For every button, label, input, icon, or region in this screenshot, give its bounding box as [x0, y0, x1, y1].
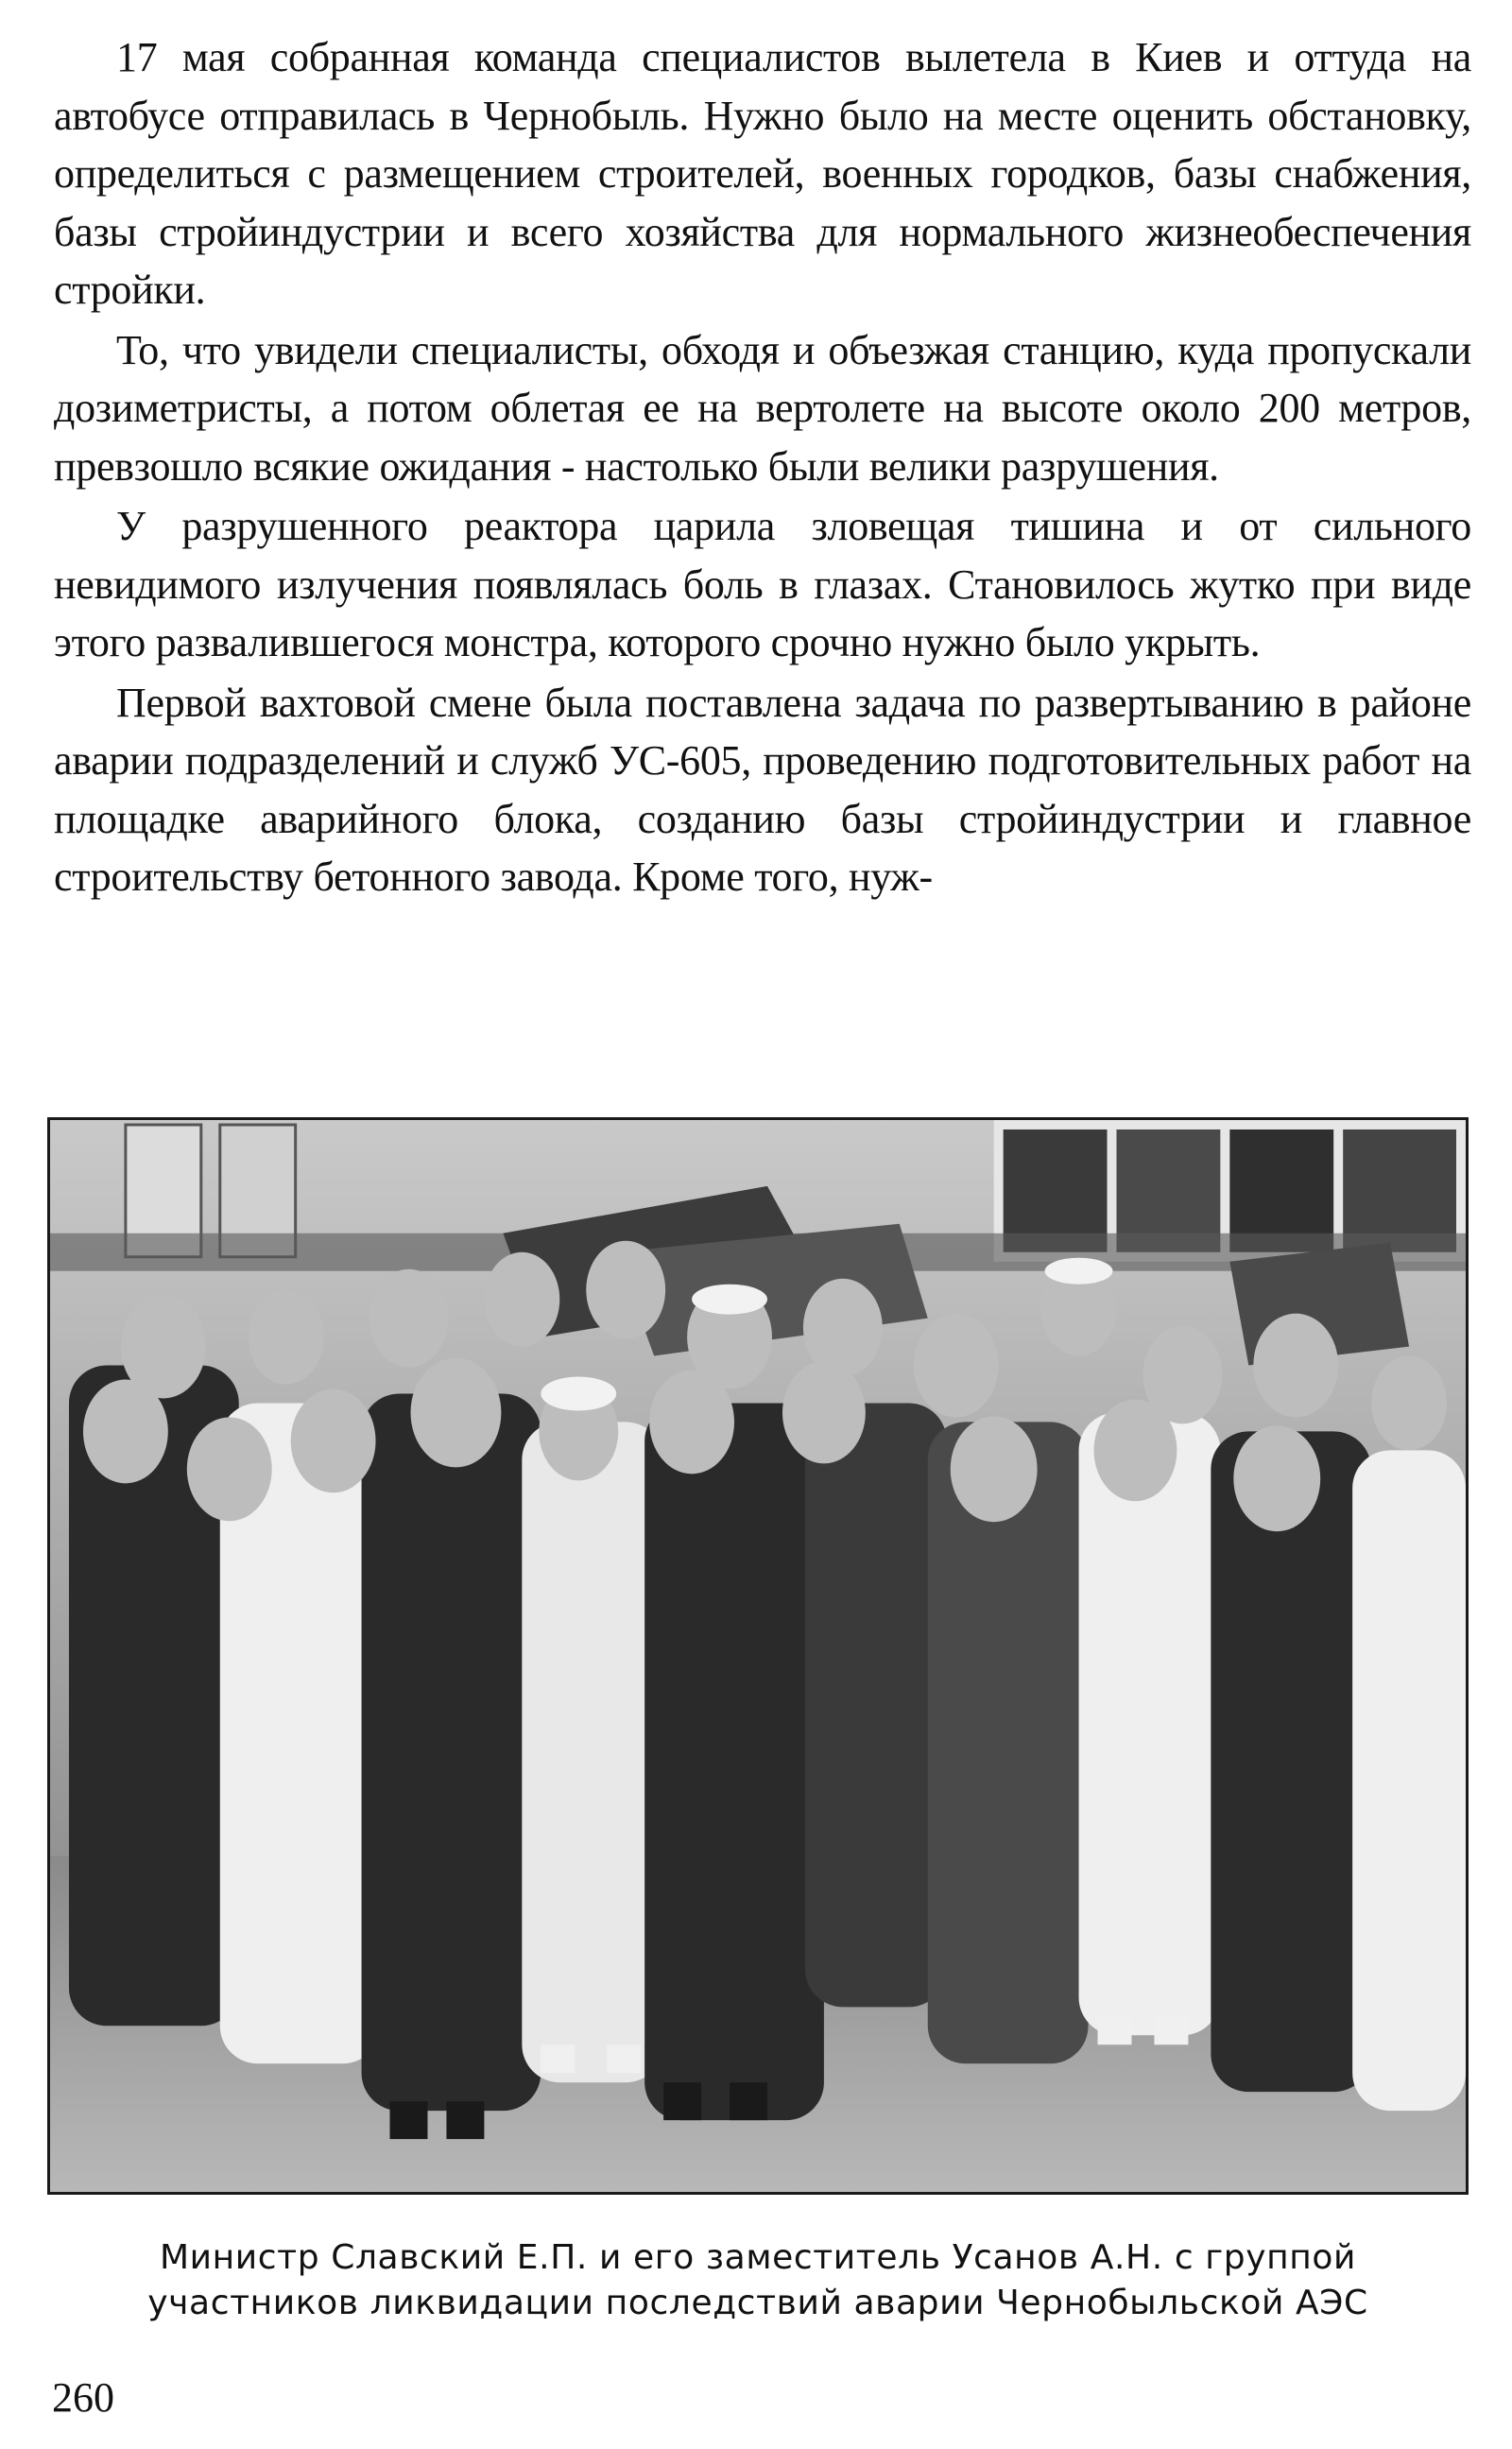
caption-line-2: участников ликвидации последствий аварии Чернобыльской АЭС: [147, 2284, 1368, 2322]
paragraph-4: Первой вахтовой смене была поставлена задача по развертыванию в районе аварии подразделений и служб УС-605, проведению подготовительных работ на площадке аварийного блока, созданию базы стройиндустрии и главное строительству бетонного завода. Кроме того, нуж-: [54, 679, 1471, 900]
group-photo-illustration: [50, 1120, 1466, 2192]
paragraph-3: У разрушенного реактора царила зловещая тишина и от сильного невидимого излучения появлялась боль в глазах. Становилось жутко при виде этого развалившегося монстра, которого срочно нужно было укрыть.: [54, 503, 1471, 665]
page-number: 260: [52, 2374, 114, 2421]
paragraph-2: То, что увидели специалисты, обходя и объезжая станцию, куда пропускали дозиметристы, а потом облетая ее на вертолете на высоте около 200 метров, превзошло всякие ожидания - настолько были велики разрушения.: [54, 326, 1471, 490]
group-photo: [47, 1117, 1469, 2195]
body-text: [54, 28, 1471, 908]
caption-line-1: Министр Славский Е.П. и его заместитель Усанов А.Н. с группой: [159, 2238, 1357, 2277]
photo-caption: [47, 2235, 1469, 2326]
paragraph-1: 17 мая собранная команда специалистов вылетела в Киев и оттуда на автобусе отправилась в Чернобыль. Нужно было на месте оценить обстановку, определиться с размещением строителей, военных городков, базы снабжения, базы стройиндустрии и всего хозяйства для нормального жизнеобеспечения стройки.: [54, 34, 1471, 313]
